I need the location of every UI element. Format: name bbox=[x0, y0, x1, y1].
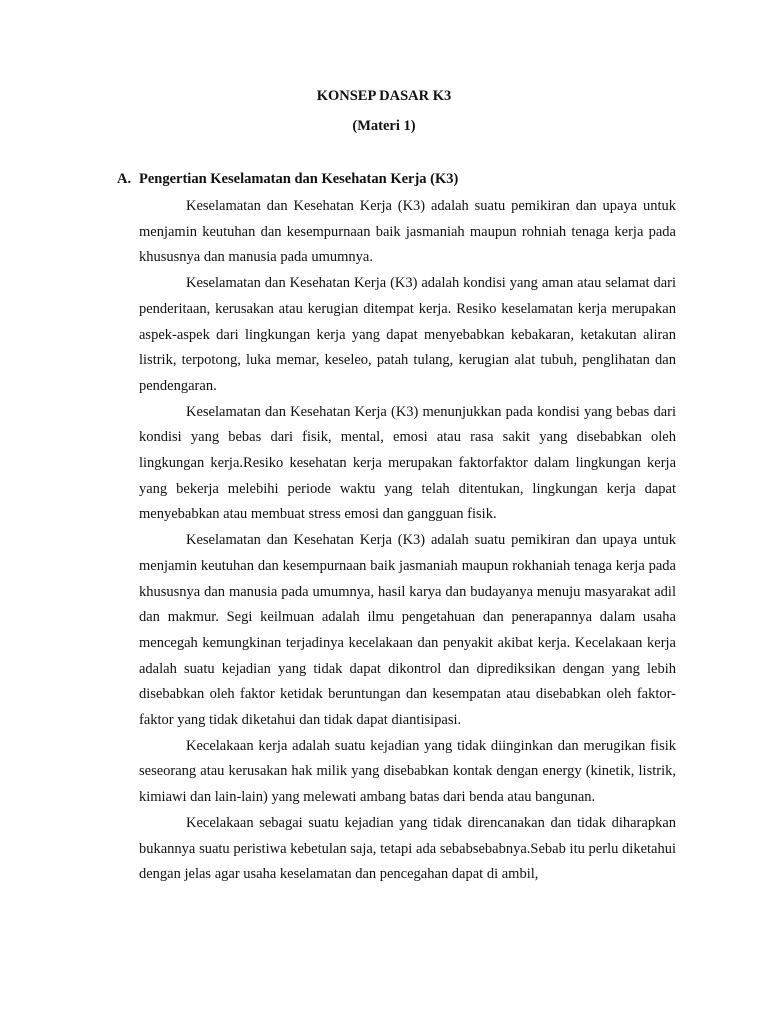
section-heading bbox=[117, 169, 677, 189]
paragraph: Keselamatan dan Kesehatan Kerja (K3) adalah suatu pemikiran dan upaya untuk menjamin keutuhan dan kesempurnaan baik jasmaniah maupun rohniah tenaga kerja pada khususnya dan manusia pada umumnya. bbox=[139, 198, 676, 266]
document-title: KONSEP DASAR K3 bbox=[316, 88, 452, 104]
section-heading-text: Pengertian Keselamatan dan Kesehatan Kerja (K3) bbox=[139, 171, 459, 187]
paragraph: Kecelakaan sebagai suatu kejadian yang tidak direncanakan dan tidak diharapkan bukannya suatu peristiwa kebetulan saja, tetapi ada sebabsebabnya.Sebab itu perlu diketahui dengan jelas agar usaha keselamatan dan pencegahan dapat di ambil, bbox=[139, 814, 676, 883]
section-body bbox=[139, 194, 676, 888]
paragraph: Keselamatan dan Kesehatan Kerja (K3) menunjukkan pada kondisi yang bebas dari kondisi yang bebas dari fisik, mental, emosi atau rasa sakit yang disebabkan oleh lingkungan kerja.Resiko kesehatan kerja merupakan faktorfaktor dalam lingkungan kerja yang bekerja melebihi periode waktu yang telah ditentukan, lingkungan kerja dapat menyebabkan atau membuat stress emosi dan gangguan fisik. bbox=[139, 403, 676, 523]
paragraph: Keselamatan dan Kesehatan Kerja (K3) adalah suatu pemikiran dan upaya untuk menjamin keutuhan dan kesempurnaan baik jasmaniah maupun rokhaniah tenaga kerja pada khususnya dan manusia pada umumnya, hasil karya dan budayanya menuju masyarakat adil dan makmur. Segi keilmuan adalah ilmu pengetahuan dan penerapannya dalam usaha mencegah kemungkinan terjadinya kecelakaan dan penyakit akibat kerja. Kecelakaan kerja adalah suatu kejadian yang tidak dapat dikontrol dan diprediksikan dengan yang lebih disebabkan oleh faktor ketidak beruntungan dan kesempatan atau disebabkan oleh faktor-faktor yang tidak diketahui dan tidak dapat diantisipasi. bbox=[139, 532, 676, 729]
paragraph: Kecelakaan kerja adalah suatu kejadian yang tidak diinginkan dan merugikan fisik seseorang atau kerusakan hak milik yang disebabkan kontak dengan energy (kinetik, listrik, kimiawi dan lain-lain) yang melewati ambang batas dari benda atau bangunan. bbox=[139, 737, 676, 806]
paragraph: Keselamatan dan Kesehatan Kerja (K3) adalah kondisi yang aman atau selamat dari penderitaan, kerusakan atau kerugian ditempat kerja. Resiko keselamatan kerja merupakan aspek-aspek dari lingkungan kerja yang dapat menyebabkan kebakaran, ketakutan aliran listrik, terpotong, luka memar, keseleo, patah tulang, kerugian alat tubuh, penglihatan dan pendengaran. bbox=[139, 275, 676, 394]
section-letter: A. bbox=[117, 171, 132, 187]
document-subtitle: (Materi 1) bbox=[352, 118, 416, 134]
